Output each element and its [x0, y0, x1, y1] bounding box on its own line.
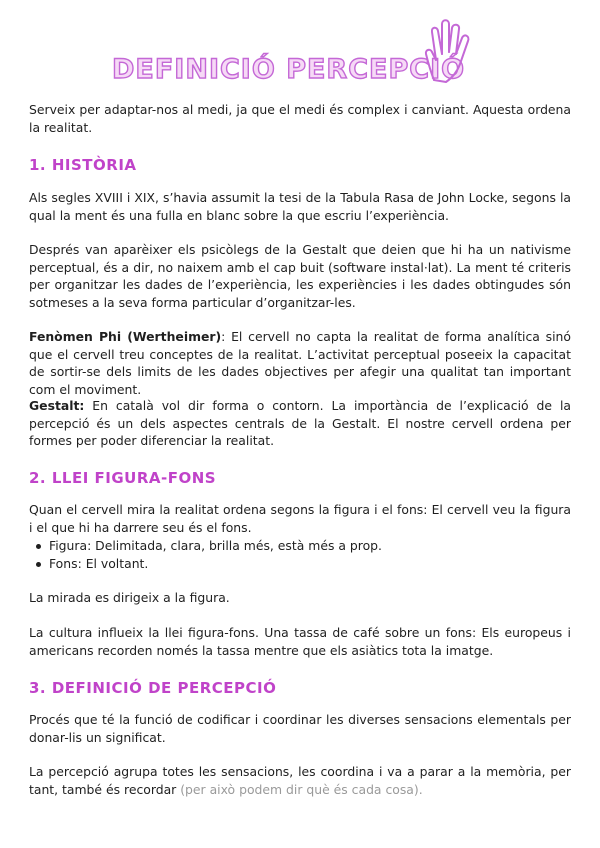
bullet-list — [29, 537, 571, 572]
figura-fons-paragraph-3: La cultura influeix la llei figura-fons. Una tassa de café sobre un fons: Els europeus i americans recorden només la tassa mentre que els asiàtics tota la imatge. — [29, 625, 571, 658]
section-definicio — [29, 678, 571, 698]
section-heading: 1. HISTÒRIA — [29, 156, 137, 174]
paragraph — [29, 589, 571, 607]
list-item: Figura: Delimitada, clara, brilla més, està més a prop. — [49, 537, 571, 555]
parenthetical-note: (per això podem dir què és cada cosa). — [176, 781, 423, 797]
list-item: Fons: El voltant. — [49, 555, 571, 573]
gestalt-paragraph — [29, 397, 571, 450]
paragraph — [29, 241, 571, 311]
section-heading: 2. LLEI FIGURA-FONS — [29, 469, 217, 487]
paragraph — [29, 763, 571, 798]
paragraph — [29, 711, 571, 746]
page-title: DEFINICIÓ PERCEPCIÓ — [112, 54, 466, 85]
intro-text: Serveix per adaptar-nos al medi, ja que el medi és complex i canviant. Aquesta ordena la realitat. — [29, 102, 571, 135]
section-historia — [29, 155, 571, 175]
figura-fons-paragraph-2: La mirada es dirigeix a la figura. — [29, 590, 230, 605]
phi-term: Fenòmen Phi (Wertheimer) — [29, 329, 222, 344]
title-banner — [84, 18, 504, 90]
figura-fons-paragraph-1: Quan el cervell mira la realitat ordena segons la figura i el fons: El cervell veu la figura i el que hi ha darrere seu és el fons. — [29, 502, 571, 535]
definicio-paragraph-2: La percepció agrupa totes les sensacions, les coordina i va a parar a la memòria, per tant, també és recordar — [29, 764, 571, 797]
section-figura-fons — [29, 468, 571, 488]
historia-paragraph-1: Als segles XVIII i XIX, s’havia assumit la tesi de la Tabula Rasa de John Locke, segons la qual la ment és una fulla en blanc sobre la que escriu l’experiència. — [29, 190, 571, 223]
historia-paragraph-2: Després van aparèixer els psicòlegs de la Gestalt que deien que hi ha un nativisme perceptual, és a dir, no naixem amb el cap buit (software instal·lat). La ment té criteris per organitzar les dades de l’experiència, les experiències i les dades obtingudes són sotmeses a la seva forma particular d’organitzar-les. — [29, 242, 571, 310]
section-heading: 3. DEFINICIÓ DE PERCEPCIÓ — [29, 679, 277, 697]
phi-paragraph — [29, 328, 571, 398]
hand-icon — [420, 18, 470, 84]
paragraph — [29, 501, 571, 536]
intro-paragraph — [29, 101, 571, 136]
gestalt-term: Gestalt: — [29, 398, 85, 413]
gestalt-text: En català vol dir forma o contorn. La importància de l’explicació de la percepció és un dels aspectes centrals de la Gestalt. El nostre cervell ordena per formes per poder diferenciar la realitat. — [29, 398, 571, 449]
definicio-paragraph-1: Procés que té la funció de codificar i coordinar les diverses sensacions elementals per donar-lis un significat. — [29, 712, 571, 745]
paragraph — [29, 189, 571, 224]
phi-text: : El cervell no capta la realitat de forma analítica sinó que el cervell treu conceptes de la realitat. L’activitat perceptual poseeix la capacitat de sortir-se dels limits de les dades objectives per afegir una qualitat tan important com el moviment. — [29, 329, 571, 397]
paragraph — [29, 624, 571, 659]
